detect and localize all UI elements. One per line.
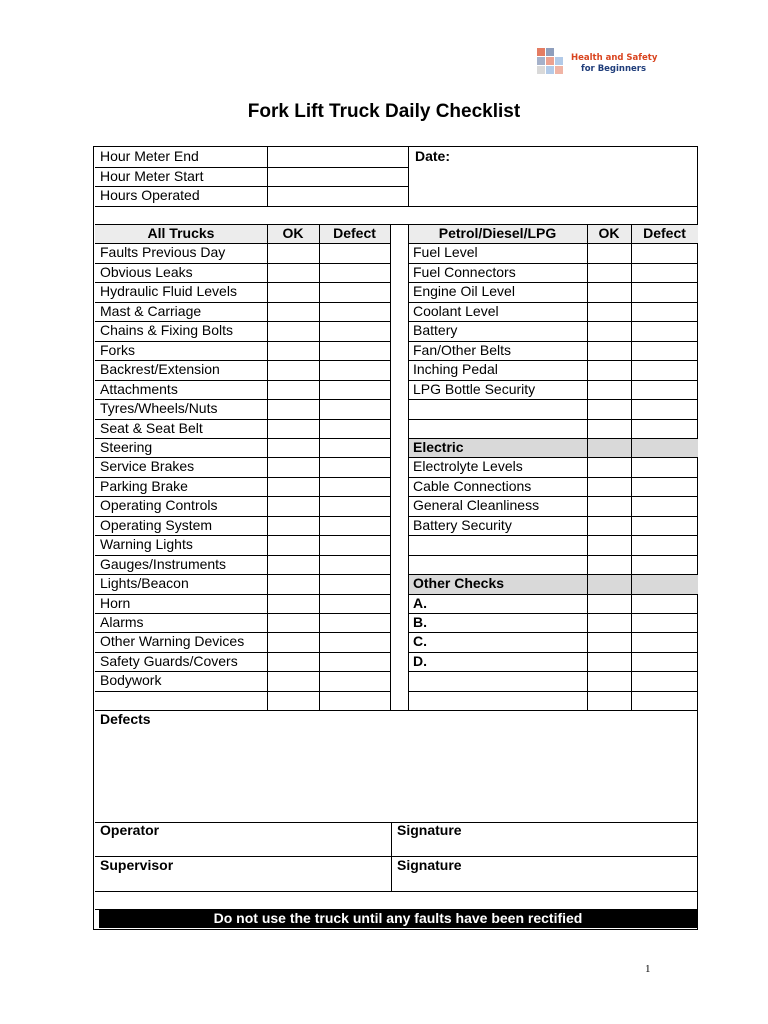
all-trucks-ok-box[interactable] [267,457,319,476]
all-trucks-ok-box[interactable] [267,243,319,262]
right-table-item [408,419,587,438]
right-table-defect-box[interactable] [631,282,698,301]
right-table-ok-box[interactable] [587,477,631,496]
right-table-ok-box[interactable] [587,243,631,262]
all-trucks-item: Lights/Beacon [100,575,189,592]
right-grid-row-line [408,671,698,672]
right-table-item [408,671,587,690]
left-grid-row-line [95,282,390,283]
right-table-defect-box[interactable] [631,574,698,593]
all-trucks-ok-box[interactable] [267,321,319,340]
all-trucks-item: Bodywork [100,672,162,689]
all-trucks-item [95,691,267,710]
date-label: Date: [415,148,451,164]
right-table-item [408,555,587,574]
right-table-item: D. [413,652,427,669]
right-grid-row-line [408,594,698,595]
page-number: 1 [645,963,651,975]
right-grid-row-line [408,360,698,361]
all-trucks-ok-box[interactable] [267,380,319,399]
supervisor-label: Supervisor [100,857,174,873]
right-table-ok-box[interactable] [587,263,631,282]
right-table-ok-box[interactable] [587,632,631,651]
all-trucks-ok-box[interactable] [267,535,319,554]
right-table-item [408,691,587,710]
supervisor-bottom-line [95,891,698,892]
all-trucks-item: Other Warning Devices [100,633,245,650]
all-trucks-ok-box[interactable] [267,632,319,651]
logo-line2: for Beginners [581,64,647,74]
operator-label: Operator [100,822,160,838]
hour-meter-end-label: Hour Meter End [100,148,199,164]
all-trucks-ok-box[interactable] [267,263,319,282]
all-trucks-ok-box[interactable] [267,555,319,574]
all-trucks-item: Alarms [100,614,144,630]
left-grid-row-line [95,457,390,458]
right-grid-row-line [408,535,698,536]
left-grid-row-line [95,613,390,614]
right-grid-row-line [408,457,698,458]
hours-col-line-1 [267,147,268,206]
right-grid-row-line [408,477,698,478]
left-grid-row-line [95,691,390,692]
right-grid-row-line [408,652,698,653]
right-table-defect-box[interactable] [631,341,698,360]
right-table-item: B. [413,614,427,630]
all-trucks-ok-box[interactable] [267,613,319,632]
all-trucks-defect-box[interactable] [319,360,390,379]
right-table-item: Cable Connections [413,477,532,494]
all-trucks-defect-box[interactable] [319,652,390,671]
left-grid-col-line [267,224,268,710]
all-trucks-item: Backrest/Extension [100,361,220,378]
right-table-item: Electric [413,438,464,455]
all-trucks-defect-box[interactable] [319,457,390,476]
right-table-item: Battery [413,322,458,339]
all-trucks-defect-header: Defect [333,225,376,241]
right-table-ok-box[interactable] [587,399,631,418]
left-grid-row-line [95,419,390,420]
left-grid-row-line [95,574,390,575]
right-table-item: Fan/Other Belts [413,341,512,358]
left-grid-row-line [95,671,390,672]
hours-bottom-line [95,206,698,207]
right-table-ok-box[interactable] [587,496,631,515]
hour-meter-start-field[interactable] [268,167,408,186]
all-trucks-ok-box[interactable] [267,574,319,593]
defects-label: Defects [100,711,151,727]
right-table-ok-box[interactable] [587,302,631,321]
all-trucks-item: Horn [100,594,131,611]
all-trucks-item: Operating System [100,516,213,533]
all-trucks-defect-box[interactable] [319,516,390,535]
right-table-item: Fuel Connectors [413,263,516,280]
right-table-defect-box[interactable] [631,691,698,710]
all-trucks-defect-box[interactable] [319,282,390,301]
right-table-item: Fuel Level [413,244,478,261]
left-grid-row-line [95,399,390,400]
right-table-ok-box[interactable] [587,438,631,457]
petrol-diesel-lpg-defect-header: Defect [643,225,686,241]
hours-operated-field[interactable] [268,186,408,205]
all-trucks-defect-box[interactable] [319,341,390,360]
right-table-defect-box[interactable] [631,243,698,262]
all-trucks-defect-box[interactable] [319,632,390,651]
all-trucks-ok-header: OK [282,225,304,241]
right-grid-row-line [408,516,698,517]
all-trucks-item: Attachments [100,380,178,397]
left-grid-row-line [95,555,390,556]
all-trucks-defect-box[interactable] [319,574,390,593]
right-grid-row-line [408,263,698,264]
right-table-ok-box[interactable] [587,282,631,301]
hours-col-line-2 [408,147,409,206]
all-trucks-defect-box[interactable] [319,671,390,690]
right-table-ok-box[interactable] [587,555,631,574]
left-grid-row-line [95,477,390,478]
all-trucks-item: Chains & Fixing Bolts [100,322,234,339]
right-table-defect-box[interactable] [631,652,698,671]
right-table-defect-box[interactable] [631,632,698,651]
all-trucks-item: Tyres/Wheels/Nuts [100,400,218,417]
all-trucks-item: Obvious Leaks [100,263,193,280]
right-grid-row-line [408,380,698,381]
all-trucks-ok-box[interactable] [267,477,319,496]
left-grid-row-line [95,341,390,342]
left-grid-row-line [95,263,390,264]
right-grid-col-line [408,224,409,710]
petrol-diesel-lpg-ok-header: OK [598,225,620,241]
right-table-defect-box[interactable] [631,671,698,690]
right-table-ok-box[interactable] [587,321,631,340]
left-grid-col-line [390,224,391,710]
left-grid-top-line [95,224,390,225]
all-trucks-item: Mast & Carriage [100,302,202,319]
right-grid-row-line [408,282,698,283]
right-table-ok-box[interactable] [587,457,631,476]
right-table-item [408,535,587,554]
right-table-ok-box[interactable] [587,594,631,613]
right-grid-col-line [631,224,632,710]
right-grid-row-line [408,419,698,420]
all-trucks-item: Warning Lights [100,536,193,553]
warning-banner: Do not use the truck until any faults have been rectified [99,909,697,928]
all-trucks-item: Forks [100,341,135,358]
all-trucks-item: Gauges/Instruments [100,555,227,572]
all-trucks-item: Parking Brake [100,477,188,494]
all-trucks-defect-box[interactable] [319,380,390,399]
right-table-ok-box[interactable] [587,380,631,399]
left-grid-row-line [95,652,390,653]
page-title: Fork Lift Truck Daily Checklist [247,101,521,122]
right-table-defect-box[interactable] [631,457,698,476]
hour-meter-end-field[interactable] [268,147,408,166]
right-grid-row-line [408,321,698,322]
all-trucks-ok-box[interactable] [267,652,319,671]
all-trucks-defect-box[interactable] [319,555,390,574]
right-table-ok-box[interactable] [587,691,631,710]
left-grid-row-line [95,380,390,381]
right-grid-row-line [408,555,698,556]
right-table-item: Other Checks [413,575,505,592]
right-table-item: C. [413,633,427,650]
left-grid-row-line [95,535,390,536]
right-table-defect-box[interactable] [631,516,698,535]
right-table-defect-box[interactable] [631,419,698,438]
right-table-ok-box[interactable] [587,574,631,593]
all-trucks-defect-box[interactable] [319,419,390,438]
all-trucks-defect-box[interactable] [319,321,390,340]
defects-area[interactable] [95,729,698,821]
right-grid-row-line [408,438,698,439]
right-grid-row-line [408,399,698,400]
right-grid-row-line [408,302,698,303]
logo-line1: Health and Safety [571,53,658,63]
right-table-defect-box[interactable] [631,302,698,321]
left-grid-row-line [95,632,390,633]
all-trucks-ok-box[interactable] [267,594,319,613]
right-grid-row-line [408,613,698,614]
right-grid-row-line [408,691,698,692]
all-trucks-defect-box[interactable] [319,613,390,632]
left-grid-row-line [95,243,390,244]
all-trucks-ok-box[interactable] [267,671,319,690]
all-trucks-defect-box[interactable] [319,399,390,418]
all-trucks-defect-box[interactable] [319,496,390,515]
right-table-defect-box[interactable] [631,399,698,418]
right-grid-col-line [587,224,588,710]
right-table-ok-box[interactable] [587,360,631,379]
hours-operated-label: Hours Operated [100,187,200,203]
right-table-item: General Cleanliness [413,497,540,514]
all-trucks-defect-box[interactable] [319,691,390,710]
right-table-item: Electrolyte Levels [413,458,523,475]
all-trucks-defect-box[interactable] [319,535,390,554]
all-trucks-ok-box[interactable] [267,399,319,418]
operator-signature-label: Signature [397,822,462,838]
right-table-ok-box[interactable] [587,419,631,438]
all-trucks-item: Safety Guards/Covers [100,652,238,669]
right-table-ok-box[interactable] [587,671,631,690]
right-table-ok-box[interactable] [587,613,631,632]
right-grid-row-line [408,632,698,633]
right-table-defect-box[interactable] [631,613,698,632]
left-grid-row-line [95,438,390,439]
right-table-defect-box[interactable] [631,360,698,379]
right-table-defect-box[interactable] [631,496,698,515]
all-trucks-ok-box[interactable] [267,496,319,515]
right-table-defect-box[interactable] [631,594,698,613]
all-trucks-ok-box[interactable] [267,360,319,379]
all-trucks-ok-box[interactable] [267,419,319,438]
right-table-item: Inching Pedal [413,361,498,378]
all-trucks-item: Faults Previous Day [100,244,226,261]
right-table-item: A. [413,594,427,611]
right-table-item [408,399,587,418]
right-table-item: Engine Oil Level [413,283,515,300]
left-grid-row-line [95,321,390,322]
checklist-form [93,146,698,930]
right-grid-top-line [408,224,698,225]
hours-row-line-1 [95,167,408,168]
all-trucks-item: Operating Controls [100,497,218,514]
right-table-defect-box[interactable] [631,263,698,282]
left-grid-row-line [95,496,390,497]
all-trucks-header: All Trucks [147,225,215,241]
right-table-defect-box[interactable] [631,321,698,340]
right-table-item: LPG Bottle Security [413,380,536,397]
all-trucks-ok-box[interactable] [267,341,319,360]
logo-text [571,53,657,75]
all-trucks-item: Service Brakes [100,458,195,475]
right-table-defect-box[interactable] [631,438,698,457]
right-table-defect-box[interactable] [631,380,698,399]
all-trucks-ok-box[interactable] [267,282,319,301]
hour-meter-start-label: Hour Meter Start [100,167,204,184]
all-trucks-defect-box[interactable] [319,243,390,262]
signature-col-line [391,822,392,891]
right-grid-row-line [408,496,698,497]
date-field[interactable] [461,147,697,205]
left-grid-row-line [95,302,390,303]
all-trucks-item: Steering [100,438,153,455]
all-trucks-item: Seat & Seat Belt [100,419,203,436]
all-trucks-ok-box[interactable] [267,302,319,321]
right-table-item: Coolant Level [413,302,499,319]
all-trucks-ok-box[interactable] [267,516,319,535]
right-grid-row-line [408,243,698,244]
all-trucks-defect-box[interactable] [319,594,390,613]
right-table-defect-box[interactable] [631,555,698,574]
right-table-defect-box[interactable] [631,477,698,496]
petrol-diesel-lpg-header: Petrol/Diesel/LPG [438,225,557,241]
all-trucks-defect-box[interactable] [319,438,390,457]
hours-row-line-2 [95,186,408,187]
all-trucks-item: Hydraulic Fluid Levels [100,283,237,300]
left-grid-col-line [319,224,320,710]
all-trucks-defect-box[interactable] [319,263,390,282]
all-trucks-defect-box[interactable] [319,302,390,321]
all-trucks-ok-box[interactable] [267,438,319,457]
all-trucks-defect-box[interactable] [319,477,390,496]
left-grid-row-line [95,594,390,595]
right-grid-row-line [408,574,698,575]
right-table-ok-box[interactable] [587,516,631,535]
all-trucks-ok-box[interactable] [267,691,319,710]
right-table-ok-box[interactable] [587,535,631,554]
supervisor-signature-label: Signature [397,857,462,873]
right-table-item: Battery Security [413,516,512,533]
right-table-defect-box[interactable] [631,535,698,554]
left-grid-row-line [95,516,390,517]
left-grid-row-line [95,360,390,361]
right-grid-row-line [408,341,698,342]
right-table-ok-box[interactable] [587,652,631,671]
right-table-ok-box[interactable] [587,341,631,360]
